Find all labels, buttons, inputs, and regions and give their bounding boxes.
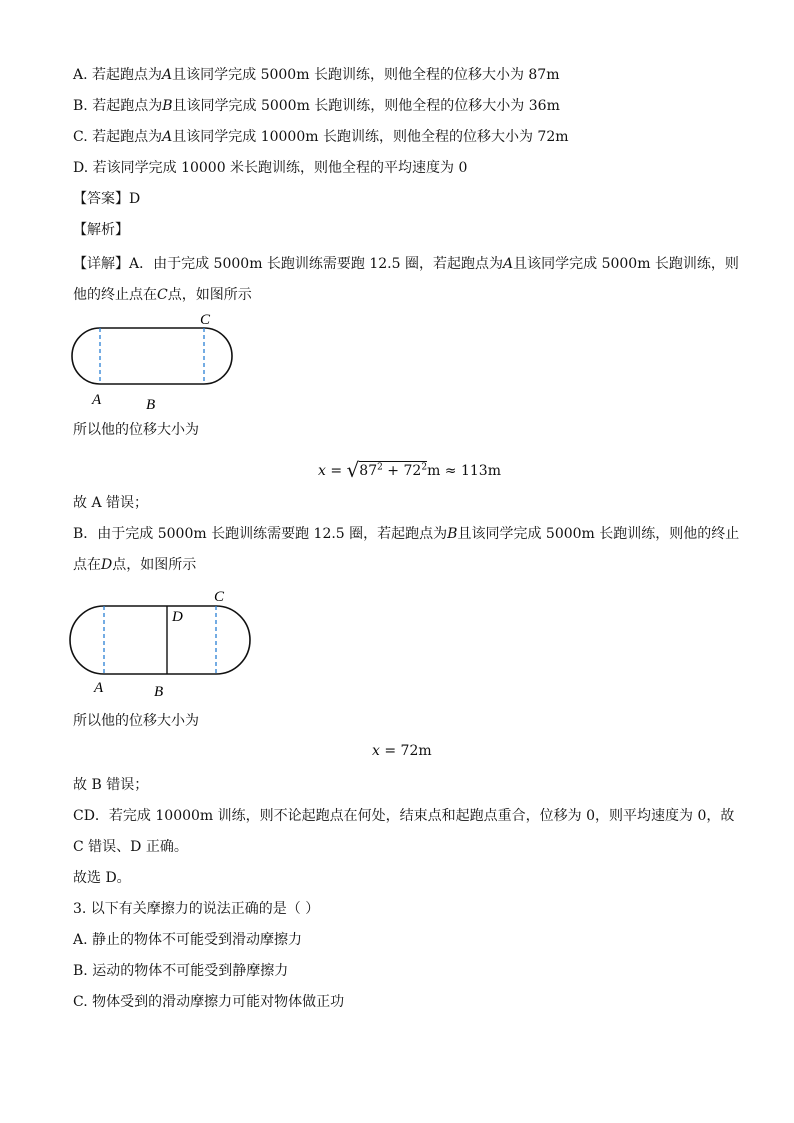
label-b: B xyxy=(154,684,164,700)
question-3-option-b: B. 运动的物体不可能受到静摩擦力 xyxy=(73,963,289,979)
question-3-option-a: A. 静止的物体不可能受到滑动摩擦力 xyxy=(73,932,303,948)
displacement-intro-2: 所以他的位移大小为 xyxy=(73,713,199,729)
track-figure-1 xyxy=(60,308,250,418)
label-a: A xyxy=(94,680,104,696)
detail-b-line-2: 点在D点，如图所示 xyxy=(73,557,197,573)
question-3-stem: 3. 以下有关摩擦力的说法正确的是（ ） xyxy=(73,901,320,917)
option-d: D. 若该同学完成 10000 米长跑训练，则他全程的平均速度为 0 xyxy=(73,160,468,176)
track-outline xyxy=(70,606,250,674)
answer: 【答案】D xyxy=(73,191,141,207)
label-d: D xyxy=(172,609,183,625)
option-c: C. 若起跑点为A且该同学完成 10000m 长跑训练，则他全程的位移大小为 72m xyxy=(73,129,569,145)
track-figure-2 xyxy=(60,584,260,704)
displacement-intro-1: 所以他的位移大小为 xyxy=(73,422,199,438)
detail-line-1: 【详解】A．由于完成 5000m 长跑训练需要跑 12.5 圈，若起跑点为A且该同学完成 5000m 长跑训练，则 xyxy=(73,256,739,272)
cd-line-2: C 错误、D 正确。 xyxy=(73,839,188,855)
label-a: A xyxy=(92,392,102,408)
track-outline xyxy=(72,328,232,384)
detail-line-2: 他的终止点在C点，如图所示 xyxy=(73,287,252,303)
conclusion-a: 故 A 错误； xyxy=(73,495,149,511)
equation-1: $x = √87^2 + 72^2m \approx 113m$ xyxy=(318,458,501,482)
final-choice: 故选 D。 xyxy=(73,870,131,886)
analysis-label: 【解析】 xyxy=(73,222,129,238)
sqrt-body: $87^2 + 72^2$ xyxy=(359,462,428,479)
conclusion-b: 故 B 错误； xyxy=(73,777,149,793)
label-b: B xyxy=(146,397,156,413)
option-b: B. 若起跑点为B且该同学完成 5000m 长跑训练，则他全程的位移大小为 36m xyxy=(73,98,560,114)
sqrt-sign: √ xyxy=(346,458,360,482)
label-c: C xyxy=(214,589,225,605)
question-3-option-c: C. 物体受到的滑动摩擦力可能对物体做正功 xyxy=(73,994,345,1010)
cd-line-1: CD．若完成 10000m 训练，则不论起跑点在何处，结束点和起跑点重合，位移为 0，则平均速度为 0，故 xyxy=(73,808,735,824)
detail-b-line-1: B．由于完成 5000m 长跑训练需要跑 12.5 圈，若起跑点为B且该同学完成 5000m 长跑训练，则他的终止 xyxy=(73,526,740,542)
option-a: A. 若起跑点为A且该同学完成 5000m 长跑训练，则他全程的位移大小为 87m xyxy=(73,67,560,83)
label-c: C xyxy=(200,312,211,328)
equation-2: x = 72m xyxy=(372,743,432,759)
